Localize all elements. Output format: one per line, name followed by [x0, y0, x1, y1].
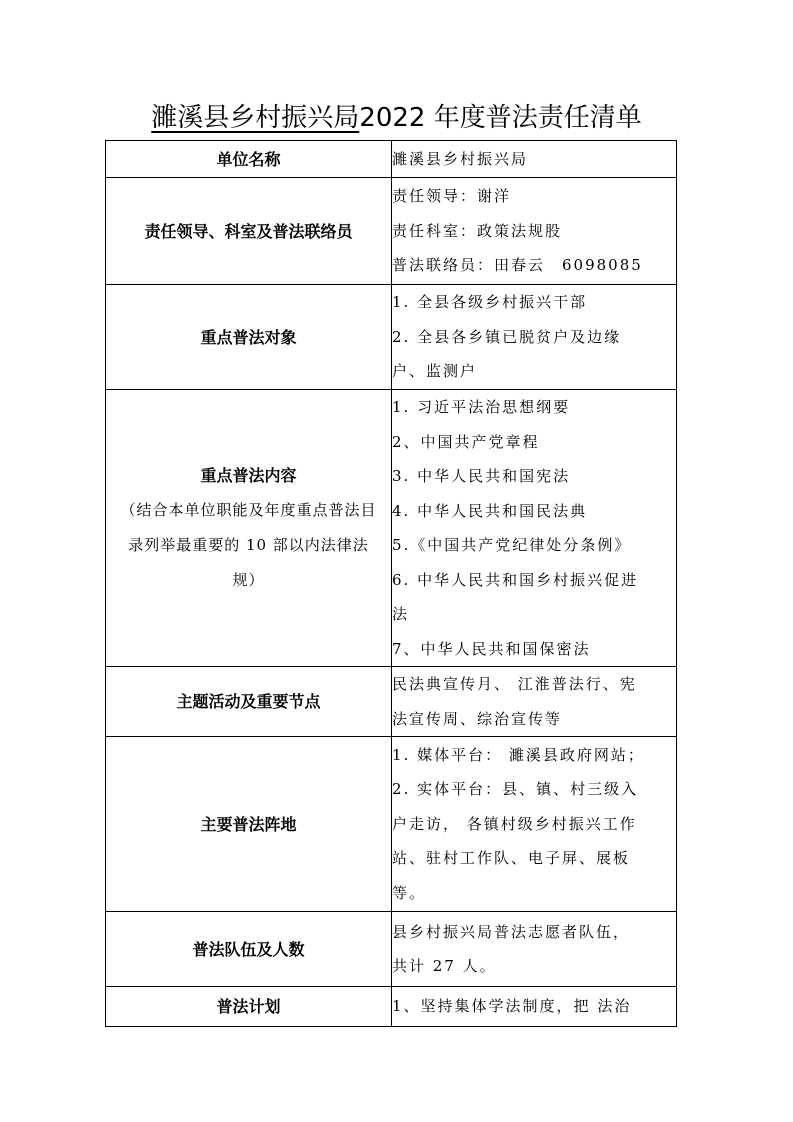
row-value-team: 县乡村振兴局普法志愿者队伍， 共计 27 人。 [392, 912, 677, 987]
page-title [0, 96, 793, 140]
row-label-target: 重点普法对象 [106, 285, 392, 390]
title-org: 濉溪县乡村振兴局 [151, 103, 360, 133]
table-row [106, 737, 677, 912]
row-value-activities: 民法典宣传月、 江淮普法行、宪 法宣传周、综治宣传等 [392, 667, 677, 737]
content-note: （结合本单位职能及年度重点普法目录列举最重要的 10 部以内法律法规） [120, 501, 377, 589]
row-label-responsibility: 责任领导、科室及普法联络员 [106, 178, 392, 285]
table-row [106, 912, 677, 987]
table-row [106, 285, 677, 390]
table-row [106, 141, 677, 178]
row-label-content: 重点普法内容 （结合本单位职能及年度重点普法目录列举最重要的 10 部以内法律法规） [106, 390, 392, 667]
table-row [106, 667, 677, 737]
row-label-unit-name: 单位名称 [106, 141, 392, 178]
responsibility-table [105, 140, 677, 1027]
row-value-plan: 1、坚持集体学法制度，把 法治 [392, 987, 677, 1027]
row-value-responsibility: 责任领导：谢洋 责任科室：政策法规股 普法联络员：田春云 6098085 [392, 178, 677, 285]
row-value-target: 1. 全县各级乡村振兴干部 2. 全县各乡镇已脱贫户及边缘 户、监测户 [392, 285, 677, 390]
row-value-content: 1. 习近平法治思想纲要 2、中国共产党章程 3. 中华人民共和国宪法 4. 中华人民共和国民法典 5.《中国共产党纪律处分条例》 6. 中华人民共和国乡村振兴促进 法 7、中华人民共和国保密法 [392, 390, 677, 667]
row-label-team: 普法队伍及人数 [106, 912, 392, 987]
table-row [106, 390, 677, 667]
row-label-venues: 主要普法阵地 [106, 737, 392, 912]
table-row [106, 987, 677, 1027]
row-value-unit-name: 濉溪县乡村振兴局 [392, 141, 677, 178]
title-rest: 2022 年度普法责任清单 [359, 103, 642, 133]
row-value-venues: 1. 媒体平台： 濉溪县政府网站； 2. 实体平台：县、镇、村三级入 户走访， 各镇村级乡村振兴工作 站、驻村工作队、电子屏、展板 等。 [392, 737, 677, 912]
table-row [106, 178, 677, 285]
row-label-activities: 主题活动及重要节点 [106, 667, 392, 737]
row-label-plan: 普法计划 [106, 987, 392, 1027]
